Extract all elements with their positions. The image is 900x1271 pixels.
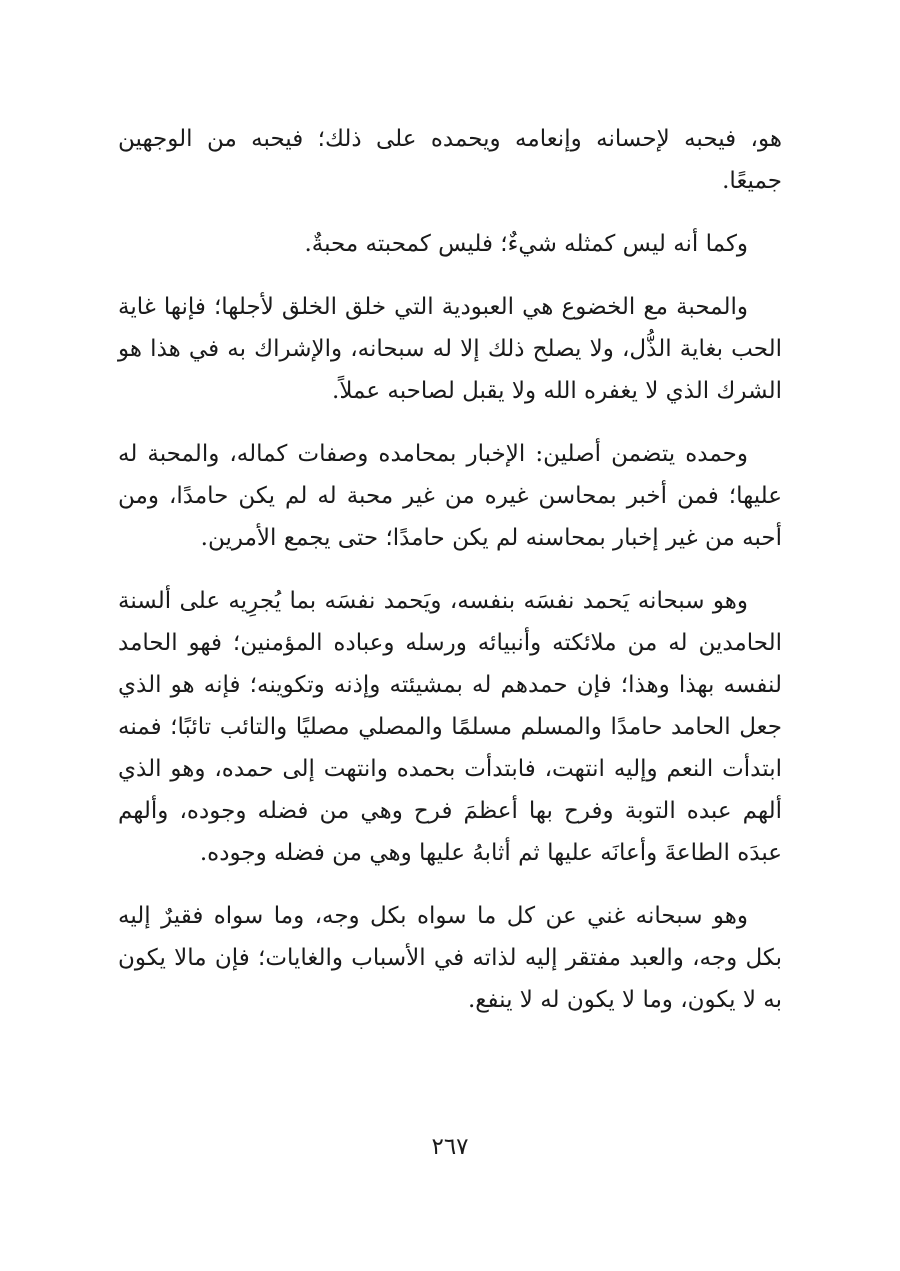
paragraph-3: والمحبة مع الخضوع هي العبودية التي خلق الخلق لأجلها؛ فإنها غاية الحب بغاية الذُّل، ولا يصلح ذلك إلا له سبحانه، والإشراك به في هذا هو الشرك الذي لا يغفره الله ولا يقبل لصاحبه عملاً. <box>118 294 782 404</box>
body-text <box>118 118 782 1042</box>
page-number: ٢٦٧ <box>431 1134 469 1160</box>
paragraph-6: وهو سبحانه غني عن كل ما سواه بكل وجه، وما سواه فقيرٌ إليه بكل وجه، والعبد مفتقر إليه لذاته في الأسباب والغايات؛ فإن مالا يكون به لا يكون، وما لا يكون له لا ينفع. <box>118 903 782 1013</box>
paragraph-5: وهو سبحانه يَحمد نفسَه بنفسه، ويَحمد نفسَه بما يُجرِيه على ألسنة الحامدين له من ملائكته وأنبيائه ورسله وعباده المؤمنين؛ فهو الحامد لنفسه بهذا وهذا؛ فإن حمدهم له بمشيئته وإذنه وتكوينه؛ فإنه هو الذي جعل الحامد حامدًا والمسلم مسلمًا والمصلي مصليًا والتائب تائبًا؛ فمنه ابتدأت النعم وإليه انتهت، فابتدأت بحمده وانتهت إلى حمده، وهو الذي ألهم عبده التوبة وفرح بها أعظمَ فرح وهي من فضله وجوده، وألهم عبدَه الطاعةَ وأعانَه عليها ثم أثابهُ عليها وهي من فضله وجوده. <box>118 588 782 866</box>
paragraph-4: وحمده يتضمن أصلين: الإخبار بمحامده وصفات كماله، والمحبة له عليها؛ فمن أخبر بمحاسن غيره من غير محبة له لم يكن حامدًا، ومن أحبه من غير إخبار بمحاسنه لم يكن حامدًا؛ حتى يجمع الأمرين. <box>118 441 782 551</box>
paragraph-2: وكما أنه ليس كمثله شيءٌ؛ فليس كمحبته محبةٌ. <box>304 231 748 257</box>
paragraph-1: هو، فيحبه لإحسانه وإنعامه ويحمده على ذلك؛ فيحبه من الوجهين جميعًا. <box>118 126 782 194</box>
